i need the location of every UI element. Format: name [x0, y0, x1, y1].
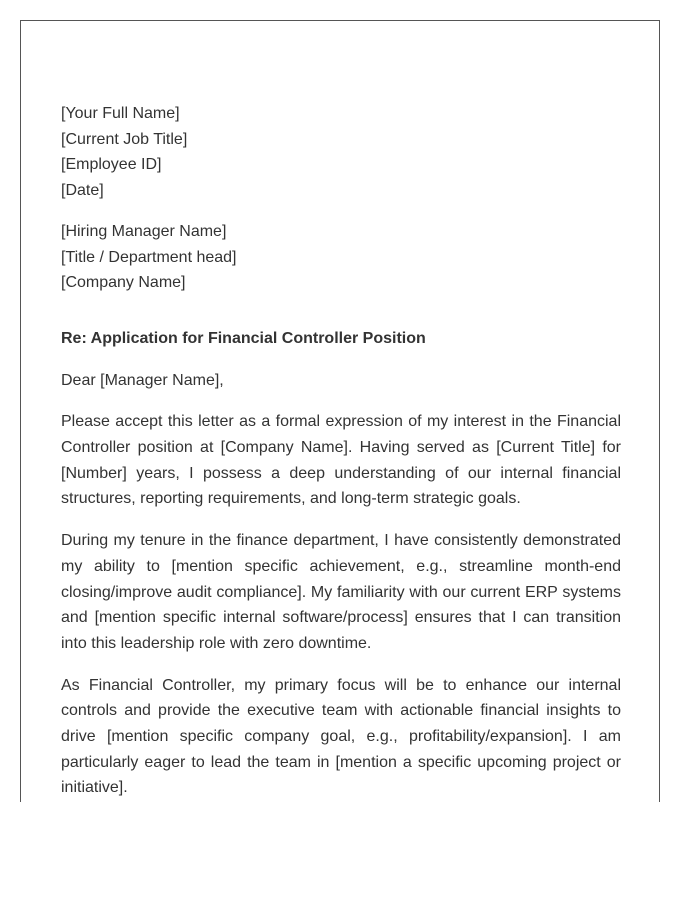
sender-job-title: [Current Job Title]: [61, 130, 188, 148]
recipient-company: [Company Name]: [61, 274, 186, 292]
subject-line: Re: Application for Financial Controller Position: [61, 329, 426, 347]
recipient-block: [61, 219, 621, 296]
paragraph-experience: During my tenure in the finance department, I have consistently demonstrated my ability to [mention specific achievement, e.g., streamline month-end closing/improve audit compliance]. My familiarity with our current ERP systems and [mention specific internal software/process] ensures that I can transition into this leadership role with zero downtime.: [61, 532, 621, 652]
letter-date: [Date]: [61, 182, 104, 200]
sender-employee-id: [Employee ID]: [61, 156, 162, 174]
sender-block: [61, 101, 621, 204]
salutation: Dear [Manager Name],: [61, 371, 224, 389]
paragraph-interest: Please accept this letter as a formal expression of my interest in the Financial Controller position at [Company Name]. Having served as [Current Title] for [Number] years, I possess a deep understanding of our internal financial structures, reporting requirements, and long-term strategic goals.: [61, 413, 621, 508]
recipient-manager-name: [Hiring Manager Name]: [61, 222, 227, 240]
letter-page: [20, 20, 660, 802]
sender-name: [Your Full Name]: [61, 105, 180, 122]
paragraph-focus: As Financial Controller, my primary focus will be to enhance our internal controls and provide the executive team with actionable financial insights to drive [mention specific company goal, e.g., profitability/expansion]. I am particularly eager to lead the team in [mention a specific upcoming project or initiative].: [61, 676, 621, 797]
recipient-title: [Title / Department head]: [61, 248, 237, 266]
letter-body: [61, 101, 621, 802]
